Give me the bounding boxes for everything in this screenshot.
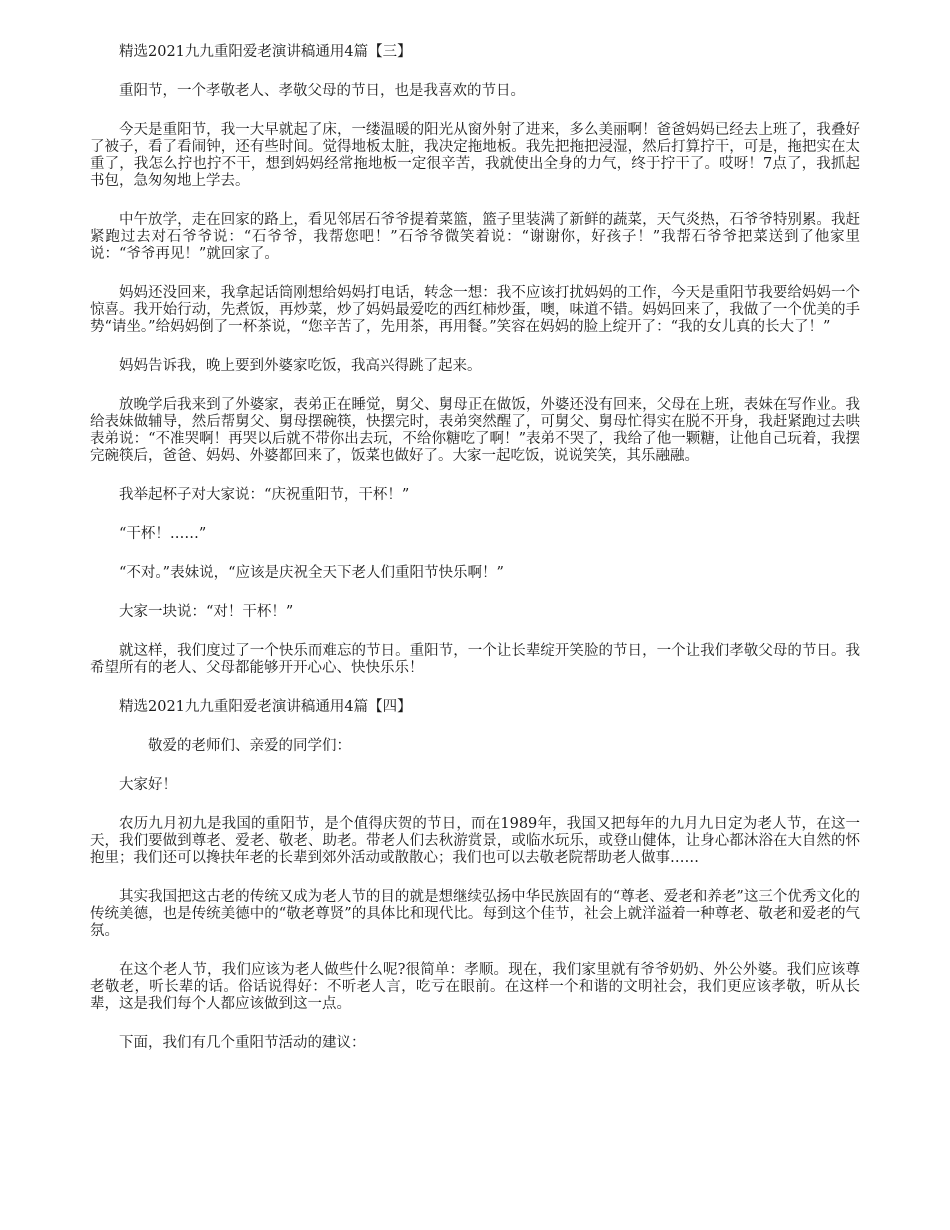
paragraph: “不对。”表妹说，“应该是庆祝全天下老人们重阳节快乐啊！” bbox=[119, 565, 504, 581]
paragraph: 就这样，我们度过了一个快乐而难忘的节日。重阳节，一个让长辈绽开笑脸的节日，一个让我们孝敬父母的节日。我希望所有的老人、父母都能够开开心心、快快乐乐！ bbox=[90, 643, 860, 676]
paragraph: 其实我国把这古老的传统又成为老人节的目的就是想继续弘扬中华民族固有的“尊老、爱老和养老”这三个优秀文化的传统美德，也是传统美德中的“敬老尊贤”的具体比和现代比。每到这个佳节，社会上就洋溢着一种尊老、敬老和爱老的气氛。 bbox=[90, 889, 860, 939]
paragraph: 放晚学后我来到了外婆家，表弟正在睡觉，舅父、舅母正在做饭，外婆还没有回来，父母在上班，表妹在写作业。我给表妹做辅导，然后帮舅父、舅母摆碗筷，快摆完时，表弟突然醒了，可舅父、舅母忙得实在脱不开身，我赶紧跑过去哄表弟说：“不准哭啊！再哭以后就不带你出去玩，不给你糖吃了啊！”表弟不哭了，我给了他一颗糖，让他自己玩着，我摆完碗筷后，爸爸、妈妈、外婆都回来了，饭菜也做好了。大家一起吃饭，说说笑笑，其乐融融。 bbox=[90, 397, 860, 464]
section-heading: 精选2021九九重阳爱老演讲稿通用4篇【三】 bbox=[119, 44, 412, 60]
salutation: 敬爱的老师们、亲爱的同学们： bbox=[148, 738, 351, 754]
paragraph: 妈妈还没回来，我拿起话筒刚想给妈妈打电话，转念一想：我不应该打扰妈妈的工作，今天是重阳节我要给妈妈一个惊喜。我开始行动，先煮饭，再炒菜，炒了妈妈最爱吃的西红柿炒蛋，噢，味道不错。妈妈回来了，我做了一个优美的手势“请坐。”给妈妈倒了一杯茶说，“您辛苦了，先用茶，再用餐。”笑容在妈妈的脸上绽开了：“我的女儿真的长大了！” bbox=[90, 285, 860, 335]
paragraph: 农历九月初九是我国的重阳节，是个值得庆贺的节日，而在1989年，我国又把每年的九月九日定为老人节，在这一天，我们要做到尊老、爱老、敬老、助老。带老人们去秋游赏景，或临水玩乐，或登山健体，让身心都沐浴在大自然的怀抱里；我们还可以搀扶年老的长辈到郊外活动或散散心；我们也可以去敬老院帮助老人做事…… bbox=[90, 816, 860, 866]
paragraph: 在这个老人节，我们应该为老人做些什么呢?很简单：孝顺。现在，我们家里就有爷爷奶奶、外公外婆。我们应该尊老敬老，听长辈的话。俗话说得好：不听老人言，吃亏在眼前。在这样一个和谐的文明社会，我们更应该孝敬，听从长辈，这是我们每个人都应该做到这一点。 bbox=[90, 962, 860, 1012]
paragraph: 大家一块说：“对！干杯！” bbox=[119, 604, 294, 620]
paragraph: 大家好！ bbox=[119, 777, 177, 793]
paragraph: 我举起杯子对大家说：“庆祝重阳节，干杯！” bbox=[119, 487, 410, 503]
paragraph: “干杯！……” bbox=[119, 526, 207, 542]
paragraph: 下面，我们有几个重阳节活动的建议： bbox=[119, 1035, 366, 1051]
section-heading: 精选2021九九重阳爱老演讲稿通用4篇【四】 bbox=[119, 699, 412, 715]
paragraph: 今天是重阳节，我一大早就起了床，一缕温暖的阳光从窗外射了进来，多么美丽啊！爸爸妈妈已经去上班了，我叠好了被子，看了看闹钟，还有些时间。觉得地板太脏，我决定拖地板。我先把拖把浸湿，然后打算拧干，可是，拖把实在太重了，我怎么拧也拧不干，想到妈妈经常拖地板一定很辛苦，我就使出全身的力气，终于拧干了。哎呀！7点了，我抓起书包，急匆匆地上学去。 bbox=[90, 122, 860, 189]
paragraph: 妈妈告诉我，晚上要到外婆家吃饭，我高兴得跳了起来。 bbox=[119, 358, 482, 374]
paragraph: 中午放学，走在回家的路上，看见邻居石爷爷提着菜篮，篮子里装满了新鲜的蔬菜，天气炎热，石爷爷特别累。我赶紧跑过去对石爷爷说：“石爷爷，我帮您吧！”石爷爷微笑着说：“谢谢你，好孩子！”我帮石爷爷把菜送到了他家里说：“爷爷再见！”就回家了。 bbox=[90, 212, 860, 262]
paragraph: 重阳节，一个孝敬老人、孝敬父母的节日，也是我喜欢的节日。 bbox=[119, 83, 525, 99]
